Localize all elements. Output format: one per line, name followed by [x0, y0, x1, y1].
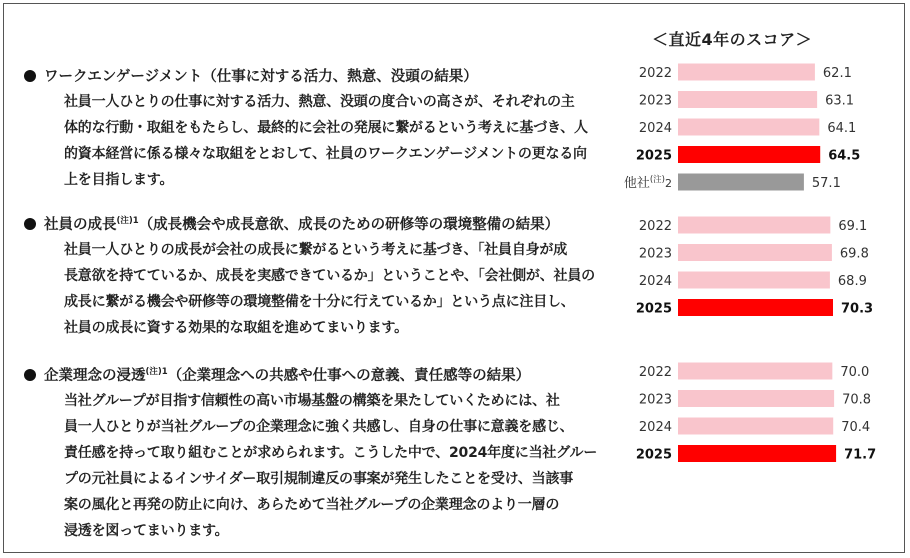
bar-chart-3	[636, 363, 876, 463]
category-label: 2023	[638, 392, 672, 408]
body-line: 当社グループが目指す信頼性の高い市場基盤の構築を果たしていくためには、社	[64, 393, 560, 409]
value-label: 70.4	[841, 420, 871, 435]
category-label: 2024	[638, 121, 672, 136]
bar	[678, 174, 804, 191]
body-line: 浸透を図ってまいります。	[64, 523, 229, 539]
category-label: 2023	[638, 93, 672, 109]
category-label: 2022	[638, 365, 672, 380]
value-label: 68.9	[837, 274, 867, 289]
body-line: 的資本経営に係る様々な取組をとおして、社員のワークエンゲージメントの更なる向	[64, 146, 587, 162]
value-label: 57.1	[811, 176, 841, 191]
bar	[678, 217, 830, 234]
body-line: 責任感を持って取り組むことが求められます。こうした中で、2024年度に当社グルー	[64, 445, 598, 461]
category-label: 2022	[638, 66, 672, 81]
bar	[678, 363, 832, 380]
footnote-marker: (注)1	[116, 216, 139, 226]
value-label: 71.7	[844, 447, 877, 463]
category-label: 2024	[638, 274, 672, 289]
body-line: 社員一人ひとりの仕事に対する活力、熱意、没頭の度合いの高さが、それぞれの主	[64, 94, 575, 110]
category-label: 2024	[638, 420, 672, 435]
value-label: 63.1	[825, 93, 855, 109]
body-line: 長意欲を持てているか、成長を実感できているか」ということや、「会社側が、社員の	[64, 268, 595, 284]
bar-chart-1	[624, 64, 860, 192]
value-label: 64.1	[827, 121, 857, 136]
bar	[678, 91, 817, 108]
category-label: 2022	[638, 219, 672, 234]
heading-text: 社員の成長	[44, 217, 117, 233]
body-line: 案の風化と再発の防止に向け、あらためて当社グループの企業理念のより一層の	[64, 497, 560, 513]
value-label: 70.0	[840, 365, 870, 380]
heading-subtext: （成長機会や成長意欲、成長のための研修等の環境整備の結果）	[138, 217, 560, 233]
bar	[678, 244, 832, 261]
body-line: 成長に繋がる機会や研修等の環境整備を十分に行えているか」という点に注目し、	[64, 294, 575, 310]
category-label: 他社$^{(注)}_2$	[623, 175, 672, 191]
bar	[678, 390, 834, 407]
bar	[678, 146, 820, 163]
bar	[678, 272, 830, 289]
value-label: 62.1	[822, 66, 852, 81]
bar	[678, 64, 815, 81]
score-header: ＜直近4年のスコア＞	[652, 30, 813, 49]
body-line: 体的な行動・取組をもたらし、最終的に会社の発展に繋がるという考えに基づき、人	[64, 120, 588, 136]
bar-chart-2	[636, 217, 873, 317]
bar	[678, 299, 833, 316]
category-label: 2025	[635, 447, 672, 463]
bar	[678, 119, 819, 136]
heading-subtext: （企業理念への共感や仕事への意義、責任感等の結果）	[167, 368, 531, 384]
body-line: 社員一人ひとりの成長が会社の成長に繋がるという考えに基づき、「社員自身が成	[64, 242, 568, 258]
heading-text: ワークエンゲージメント（仕事に対する活力、熱意、没頭の結果）	[44, 69, 478, 85]
body-line: プの元社員によるインサイダー取引規制違反の事案が発生したことを受け、当該事	[64, 471, 574, 487]
body-line: 上を目指します。	[64, 172, 174, 188]
category-label: 2025	[635, 148, 672, 164]
value-label: 69.8	[839, 246, 869, 262]
heading-text: 企業理念の浸透	[44, 368, 146, 384]
value-label: 70.8	[842, 392, 872, 408]
body-line: 社員の成長に資する効果的な取組を進めてまいります。	[64, 320, 408, 336]
bar	[678, 418, 833, 435]
value-label: 69.1	[838, 219, 868, 234]
value-label: 64.5	[828, 148, 861, 164]
value-label: 70.3	[841, 301, 874, 317]
bar	[678, 445, 836, 462]
category-label: 2025	[635, 301, 672, 317]
category-label: 2023	[638, 246, 672, 262]
body-line: 員一人ひとりが当社グループの企業理念に強く共感し、自身の仕事に意義を感じ、	[64, 419, 574, 435]
footnote-marker: (注)1	[145, 367, 168, 377]
